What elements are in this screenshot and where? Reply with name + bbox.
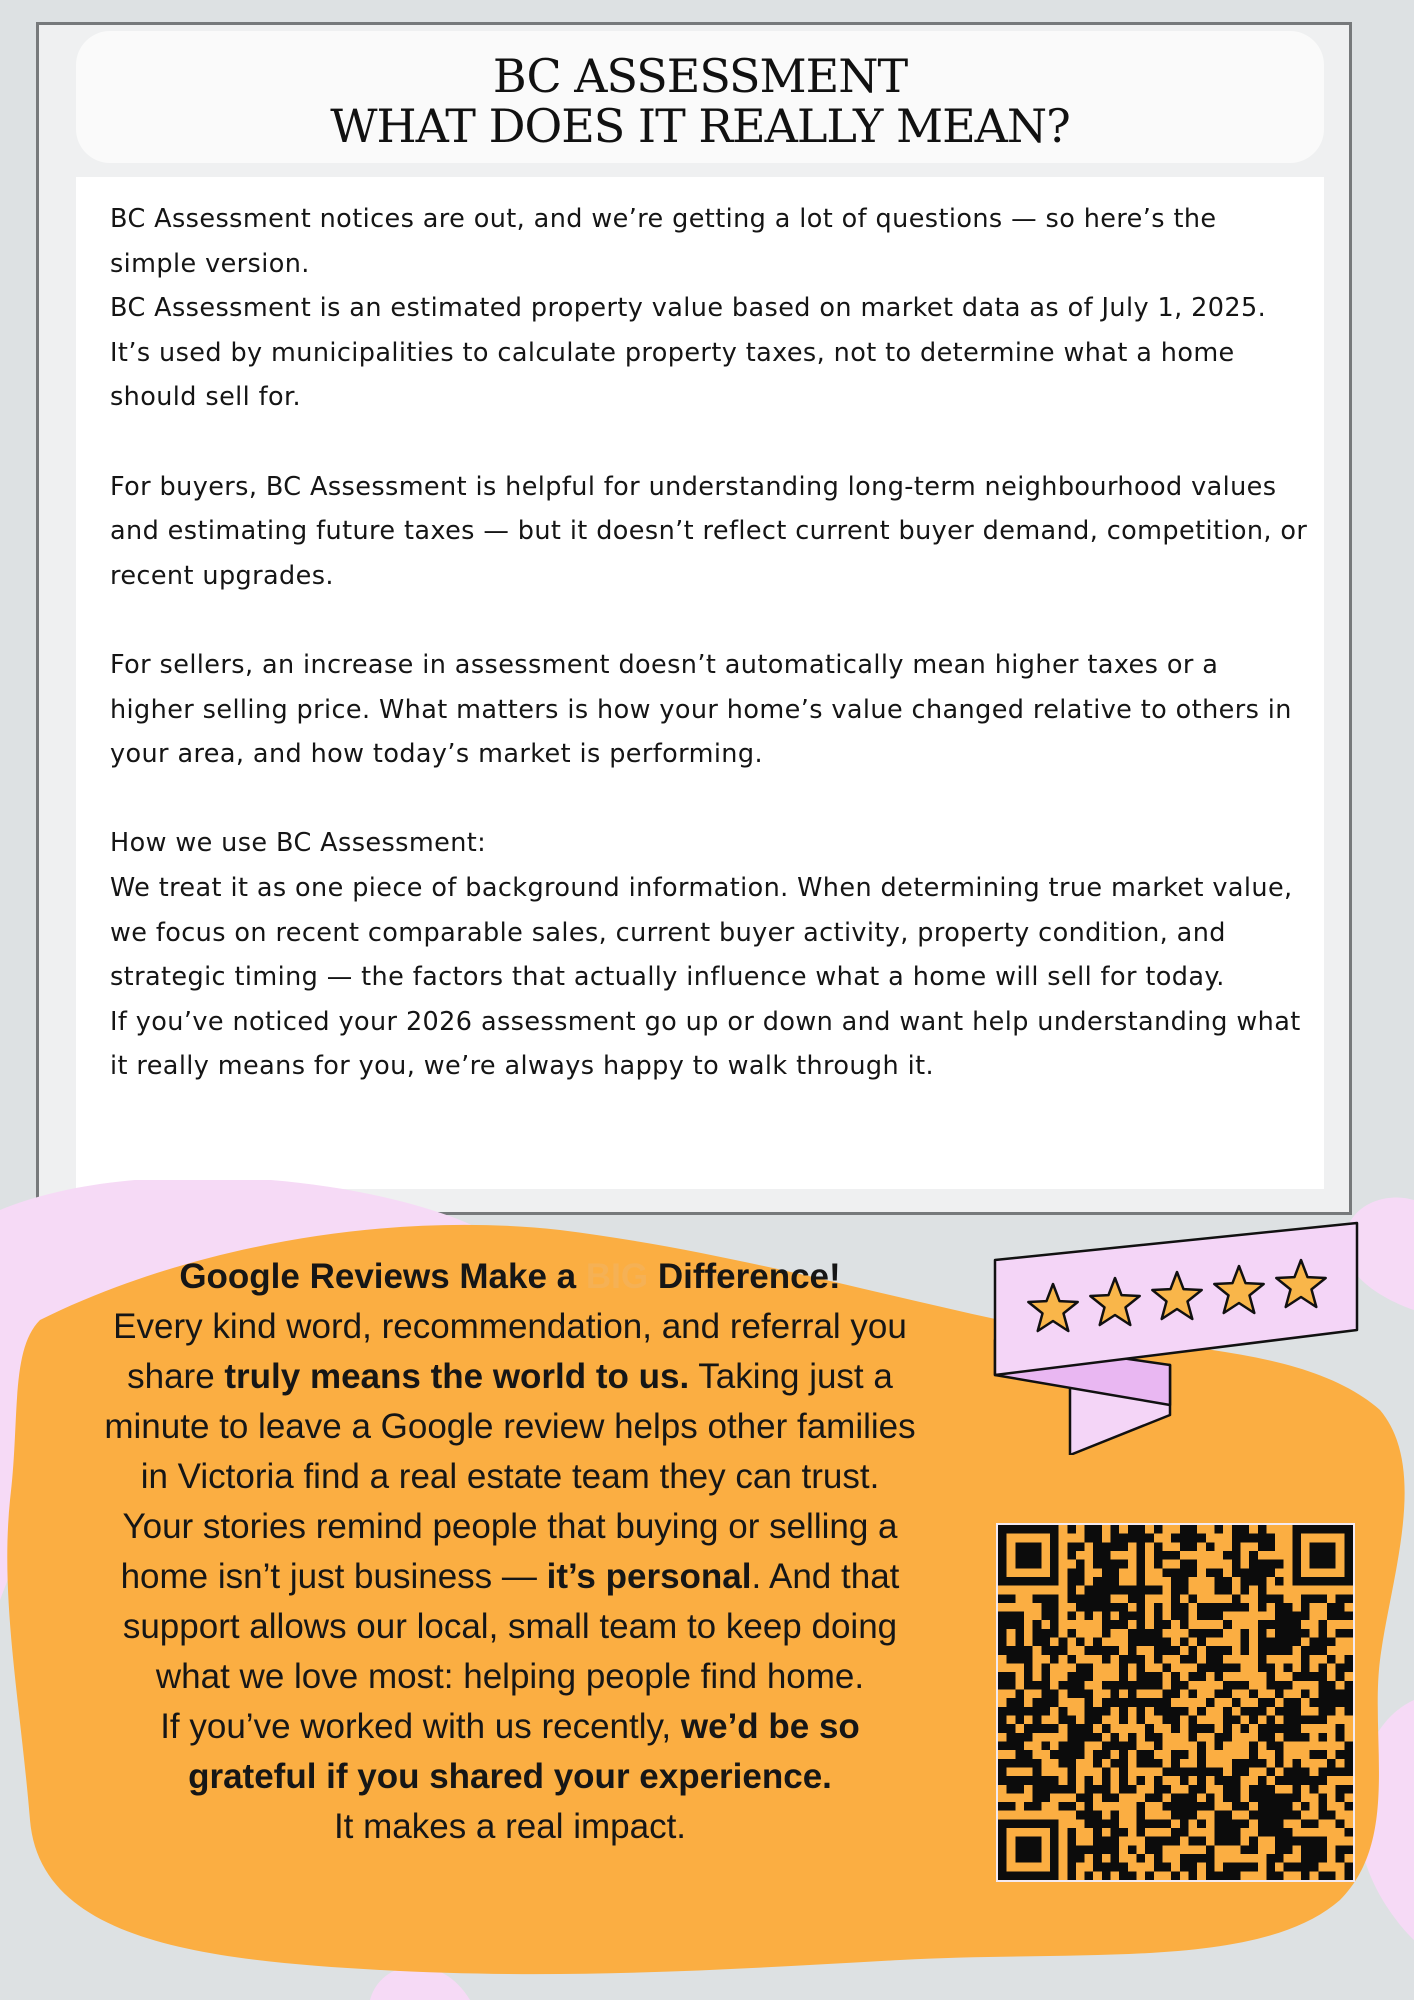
reviews-text-3-bold: it’s personal [546,1557,752,1596]
star-rating-ribbon [985,1215,1365,1455]
qr-code[interactable] [996,1523,1355,1882]
reviews-text-1-bold: truly means the world to us. [224,1357,690,1396]
reviews-text-4: . And that support allows our local, small team to keep doing what we love most: helping people find home. [122,1557,900,1696]
paragraph-usage: It’s used by municipalities to calculate property taxes, not to determine what a home should sell for. [110,337,1235,413]
reviews-heading-big: BIG [585,1257,649,1296]
reviews-paragraph-4: It makes a real impact. [333,1807,687,1846]
reviews-paragraph-3 [100,1702,920,1802]
reviews-text-5: If you’ve worked with us recently, [160,1707,681,1746]
assessment-panel [36,22,1352,1215]
reviews-text-2: Taking just a minute to leave a Google review helps other families in Victoria find a real estate team they can trust. [104,1357,916,1496]
title-banner [76,31,1324,163]
article-body [76,177,1324,1189]
reviews-paragraph-1 [100,1302,920,1502]
paragraph-definition: BC Assessment is an estimated property value based on market data as of July 1, 2025. [110,293,1267,324]
qr-code-image [998,1525,1353,1880]
paragraph-how-we-use-heading: How we use BC Assessment: [110,828,487,859]
page-title-line1: BC ASSESSMENT [492,49,908,103]
reviews-paragraph-2 [100,1502,920,1702]
page-title-line2: WHAT DOES IT REALLY MEAN? [330,99,1070,153]
reviews-message [100,1252,920,1852]
reviews-heading [100,1252,920,1302]
paragraph-how-we-use: We treat it as one piece of background information. When determining true market value, we focus on recent comparable sales, current buyer activity, property condition, and strategic timing — the factors that actually influence what a home will sell for today. [110,872,1293,993]
paragraph-buyers: For buyers, BC Assessment is helpful for understanding long-term neighbourhood values and estimating future taxes — but it doesn’t reflect current buyer demand, competition, or recent upgrades. [110,471,1308,591]
reviews-text-3: Your stories remind people that buying or selling a home isn’t just business — [120,1507,898,1596]
reviews-heading-post: Difference! [648,1257,841,1296]
reviews-heading-pre: Google Reviews Make a [179,1257,586,1296]
paragraph-sellers: For sellers, an increase in assessment doesn’t automatically mean higher taxes or a higher selling price. What matters is how your home’s value changed relative to others in your area, and how today’s market is performing. [110,649,1292,770]
reviews-text-1: Every kind word, recommendation, and referral you share [113,1307,907,1396]
article-text [110,197,1310,1089]
reviews-text-5-bold: we’d be so grateful if you shared your experience. [188,1707,860,1796]
paragraph-closing: If you’ve noticed your 2026 assessment go up or down and want help understanding what it really means for you, we’re always happy to walk through it. [110,1006,1301,1082]
paragraph-intro: BC Assessment notices are out, and we’re getting a lot of questions — so here’s the simple version. [110,204,1217,279]
